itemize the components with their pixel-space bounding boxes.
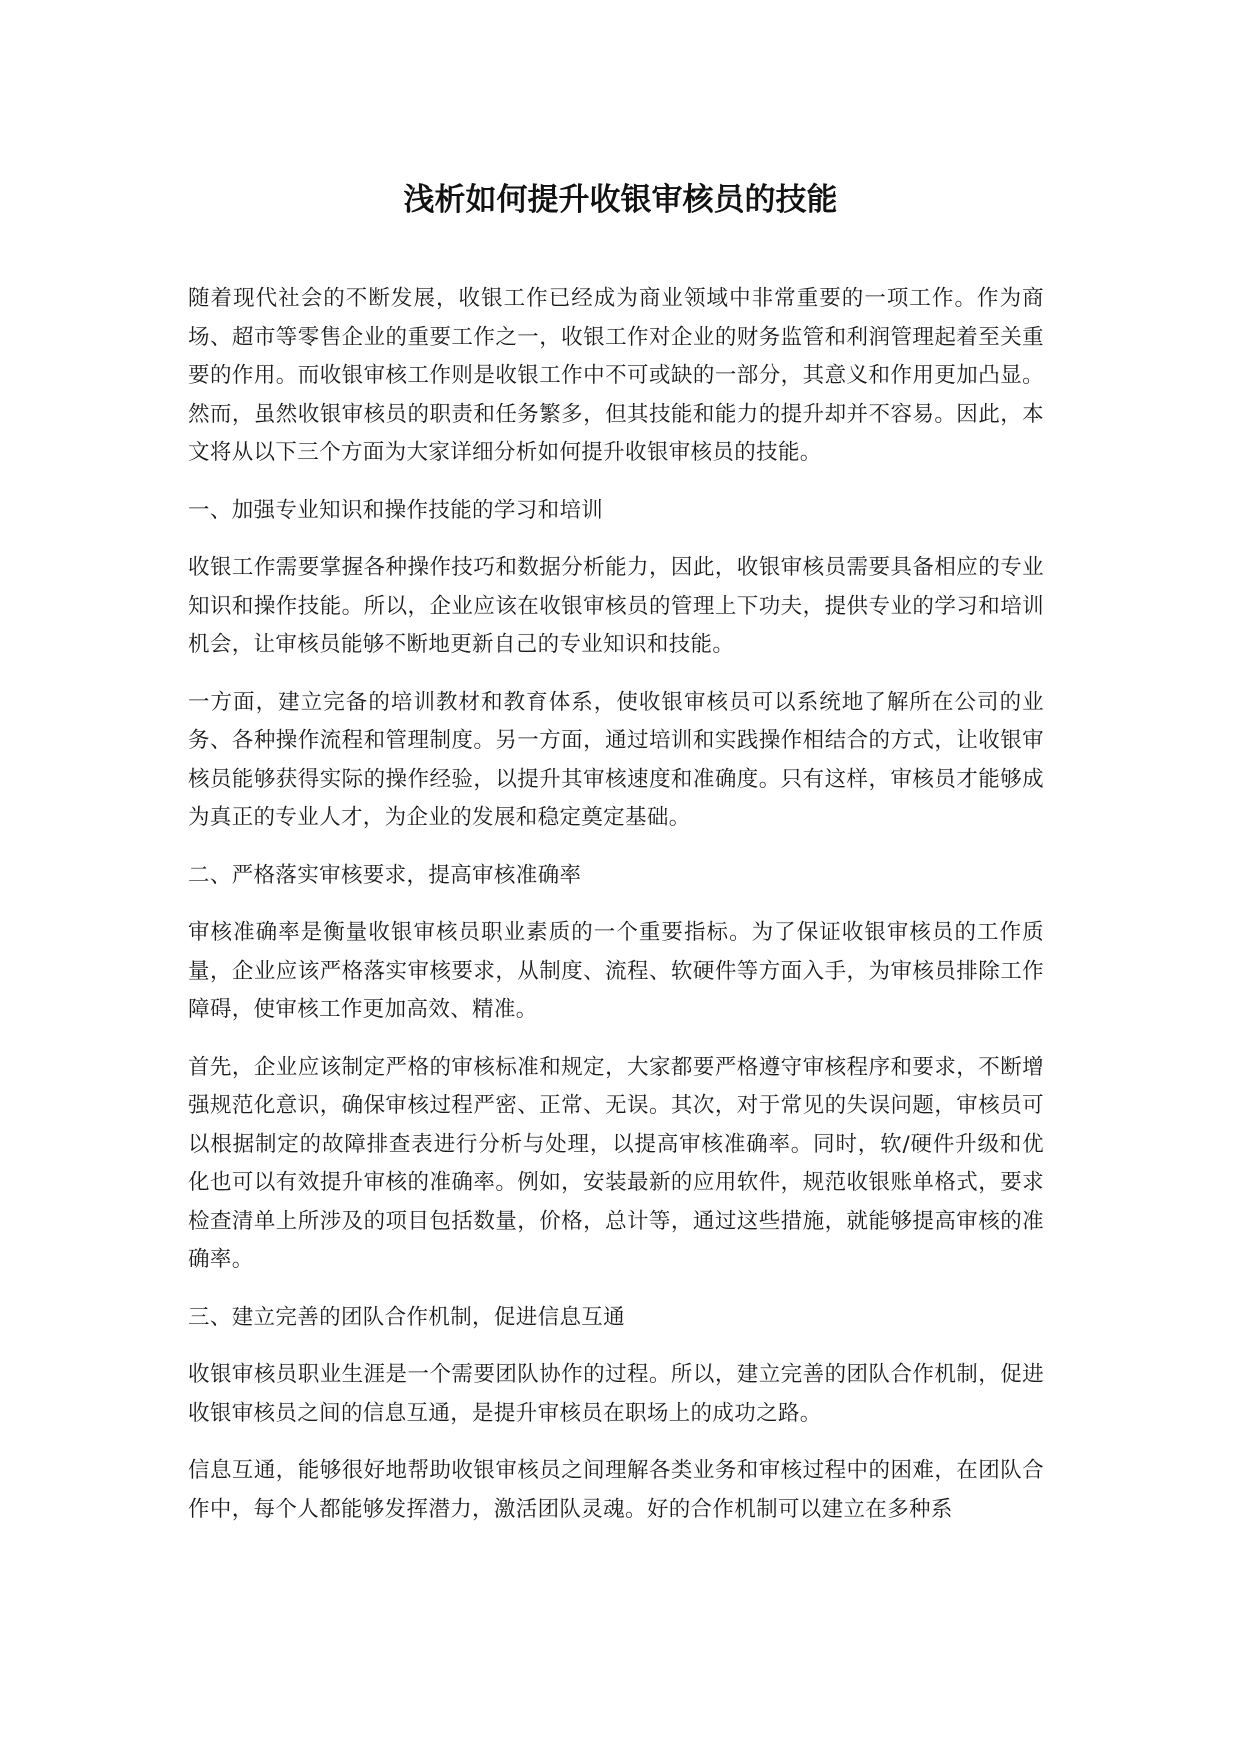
intro-paragraph: 随着现代社会的不断发展，收银工作已经成为商业领域中非常重要的一项工作。作为商场、超市等零售企业的重要工作之一，收银工作对企业的财务监管和利润管理起着至关重要的作用。而收银审核工作则是收银工作中不可或缺的一部分，其意义和作用更加凸显。然而，虽然收银审核员的职责和任务繁多，但其技能和能力的提升却并不容易。因此，本文将从以下三个方面为大家详细分析如何提升收银审核员的技能。	[188, 286, 1044, 465]
section-3-paragraph-1: 收银审核员职业生涯是一个需要团队协作的过程。所以，建立完善的团队合作机制，促进收银审核员之间的信息互通，是提升审核员在职场上的成功之路。	[188, 1362, 1044, 1426]
document-title: 浅析如何提升收银审核员的技能	[403, 182, 838, 218]
section-2-heading: 二、严格落实审核要求，提高审核准确率	[188, 862, 582, 888]
section-1-paragraph-1: 收银工作需要掌握各种操作技巧和数据分析能力，因此，收银审核员需要具备相应的专业知识和操作技能。所以，企业应该在收银审核员的管理上下功夫，提供专业的学习和培训机会，让审核员能够不断地更新自己的专业知识和技能。	[188, 555, 1044, 657]
section-2-paragraph-2: 首先，企业应该制定严格的审核标准和规定，大家都要严格遵守审核程序和要求，不断增强规范化意识，确保审核过程严密、正常、无误。其次，对于常见的失误问题，审核员可以根据制定的故障排查表进行分析与处理，以提高审核准确率。同时，软/硬件升级和优化也可以有效提升审核的准确率。例如，安装最新的应用软件，规范收银账单格式，要求检查清单上所涉及的项目包括数量，价格，总计等，通过这些措施，就能够提高审核的准确率。	[188, 1054, 1044, 1272]
section-2-paragraph-1: 审核准确率是衡量收银审核员职业素质的一个重要指标。为了保证收银审核员的工作质量，企业应该严格落实审核要求，从制度、流程、软硬件等方面入手，为审核员排除工作障碍，使审核工作更加高效、精准。	[188, 920, 1044, 1022]
section-1-heading: 一、加强专业知识和操作技能的学习和培训	[188, 497, 604, 523]
section-3-paragraph-2: 信息互通，能够很好地帮助收银审核员之间理解各类业务和审核过程中的困难，在团队合作中，每个人都能够发挥潜力，激活团队灵魂。好的合作机制可以建立在多种系	[188, 1458, 1044, 1522]
section-1-paragraph-2: 一方面，建立完备的培训教材和教育体系，使收银审核员可以系统地了解所在公司的业务、各种操作流程和管理制度。另一方面，通过培训和实践操作相结合的方式，让收银审核员能够获得实际的操作经验，以提升其审核速度和准确度。只有这样，审核员才能够成为真正的专业人才，为企业的发展和稳定奠定基础。	[188, 689, 1044, 830]
section-3-heading: 三、建立完善的团队合作机制，促进信息互通	[188, 1304, 626, 1330]
document-body	[188, 280, 1044, 1548]
